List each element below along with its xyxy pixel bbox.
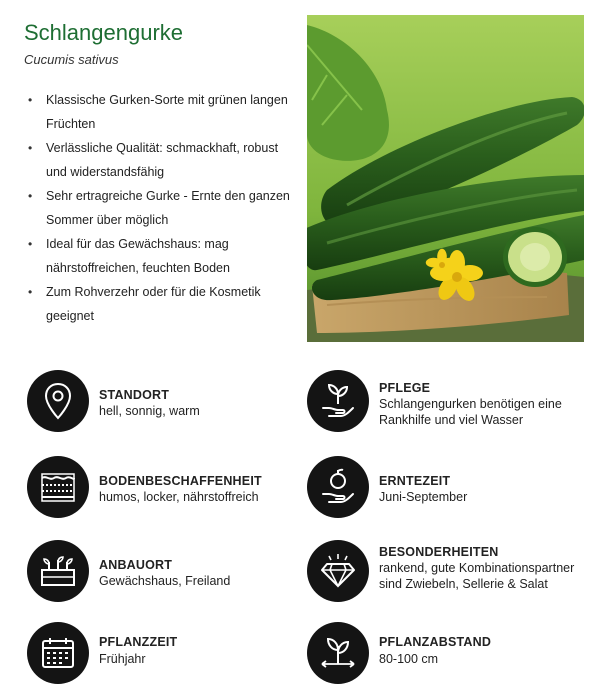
feature-anbauort: [27, 540, 307, 604]
product-title: Schlangengurke: [24, 20, 184, 45]
feature-pflanzabstand: [307, 622, 587, 686]
feature-value: Juni-September: [379, 490, 468, 504]
feature-title: BESONDERHEITEN: [379, 545, 499, 559]
plant-hand-icon: [307, 370, 369, 432]
feature-title: STANDORT: [99, 388, 170, 402]
feature-bodenbeschaffenheit: [27, 456, 307, 520]
feature-bullet-list: [26, 88, 291, 328]
seedling-tray-icon: [27, 540, 89, 602]
bullet-item: • Sehr ertragreiche Gurke - Ernte den ganzen Sommer über möglich: [26, 184, 291, 232]
feature-standort: [27, 370, 307, 434]
feature-title: ERNTEZEIT: [379, 474, 451, 488]
bullet-item: • Verlässliche Qualität: schmackhaft, robust und widerstandsfähig: [26, 136, 291, 184]
soil-layers-icon: [27, 456, 89, 518]
feature-value: Gewächshaus, Freiland: [99, 574, 231, 588]
feature-title: PFLANZABSTAND: [379, 635, 492, 649]
feature-value: Frühjahr: [99, 652, 146, 666]
bullet-item: • Ideal für das Gewächshaus: mag nährstoffreichen, feuchten Boden: [26, 232, 291, 280]
feature-title: PFLANZZEIT: [99, 635, 178, 649]
harvest-fruit-icon: [307, 456, 369, 518]
feature-value: rankend, gute Kombinationspartner sind Zwiebeln, Sellerie & Salat: [379, 561, 575, 591]
feature-title: BODENBESCHAFFENHEIT: [99, 474, 262, 488]
product-latin-name: Cucumis sativus: [24, 52, 119, 67]
feature-pflanzzeit: [27, 622, 307, 686]
bullet-item: • Zum Rohverzehr oder für die Kosmetik geeignet: [26, 280, 291, 328]
plant-spacing-icon: [307, 622, 369, 684]
cucumber-photo-illustration: [307, 15, 584, 342]
feature-value: hell, sonnig, warm: [99, 404, 200, 418]
feature-value: Schlangengurken benötigen eine Rankhilfe und viel Wasser: [379, 397, 562, 427]
product-photo: [307, 15, 584, 342]
feature-value: 80-100 cm: [379, 652, 439, 666]
feature-title: PFLEGE: [379, 381, 431, 395]
feature-erntezeit: [307, 456, 587, 520]
calendar-icon: [27, 622, 89, 684]
feature-value: humos, locker, nährstoffreich: [99, 490, 259, 504]
diamond-icon: [307, 540, 369, 602]
feature-pflege: [307, 370, 587, 434]
bullet-item: • Klassische Gurken-Sorte mit grünen langen Früchten: [26, 88, 291, 136]
location-pin-icon: [27, 370, 89, 432]
feature-title: ANBAUORT: [99, 558, 173, 572]
feature-besonderheiten: [307, 540, 587, 604]
